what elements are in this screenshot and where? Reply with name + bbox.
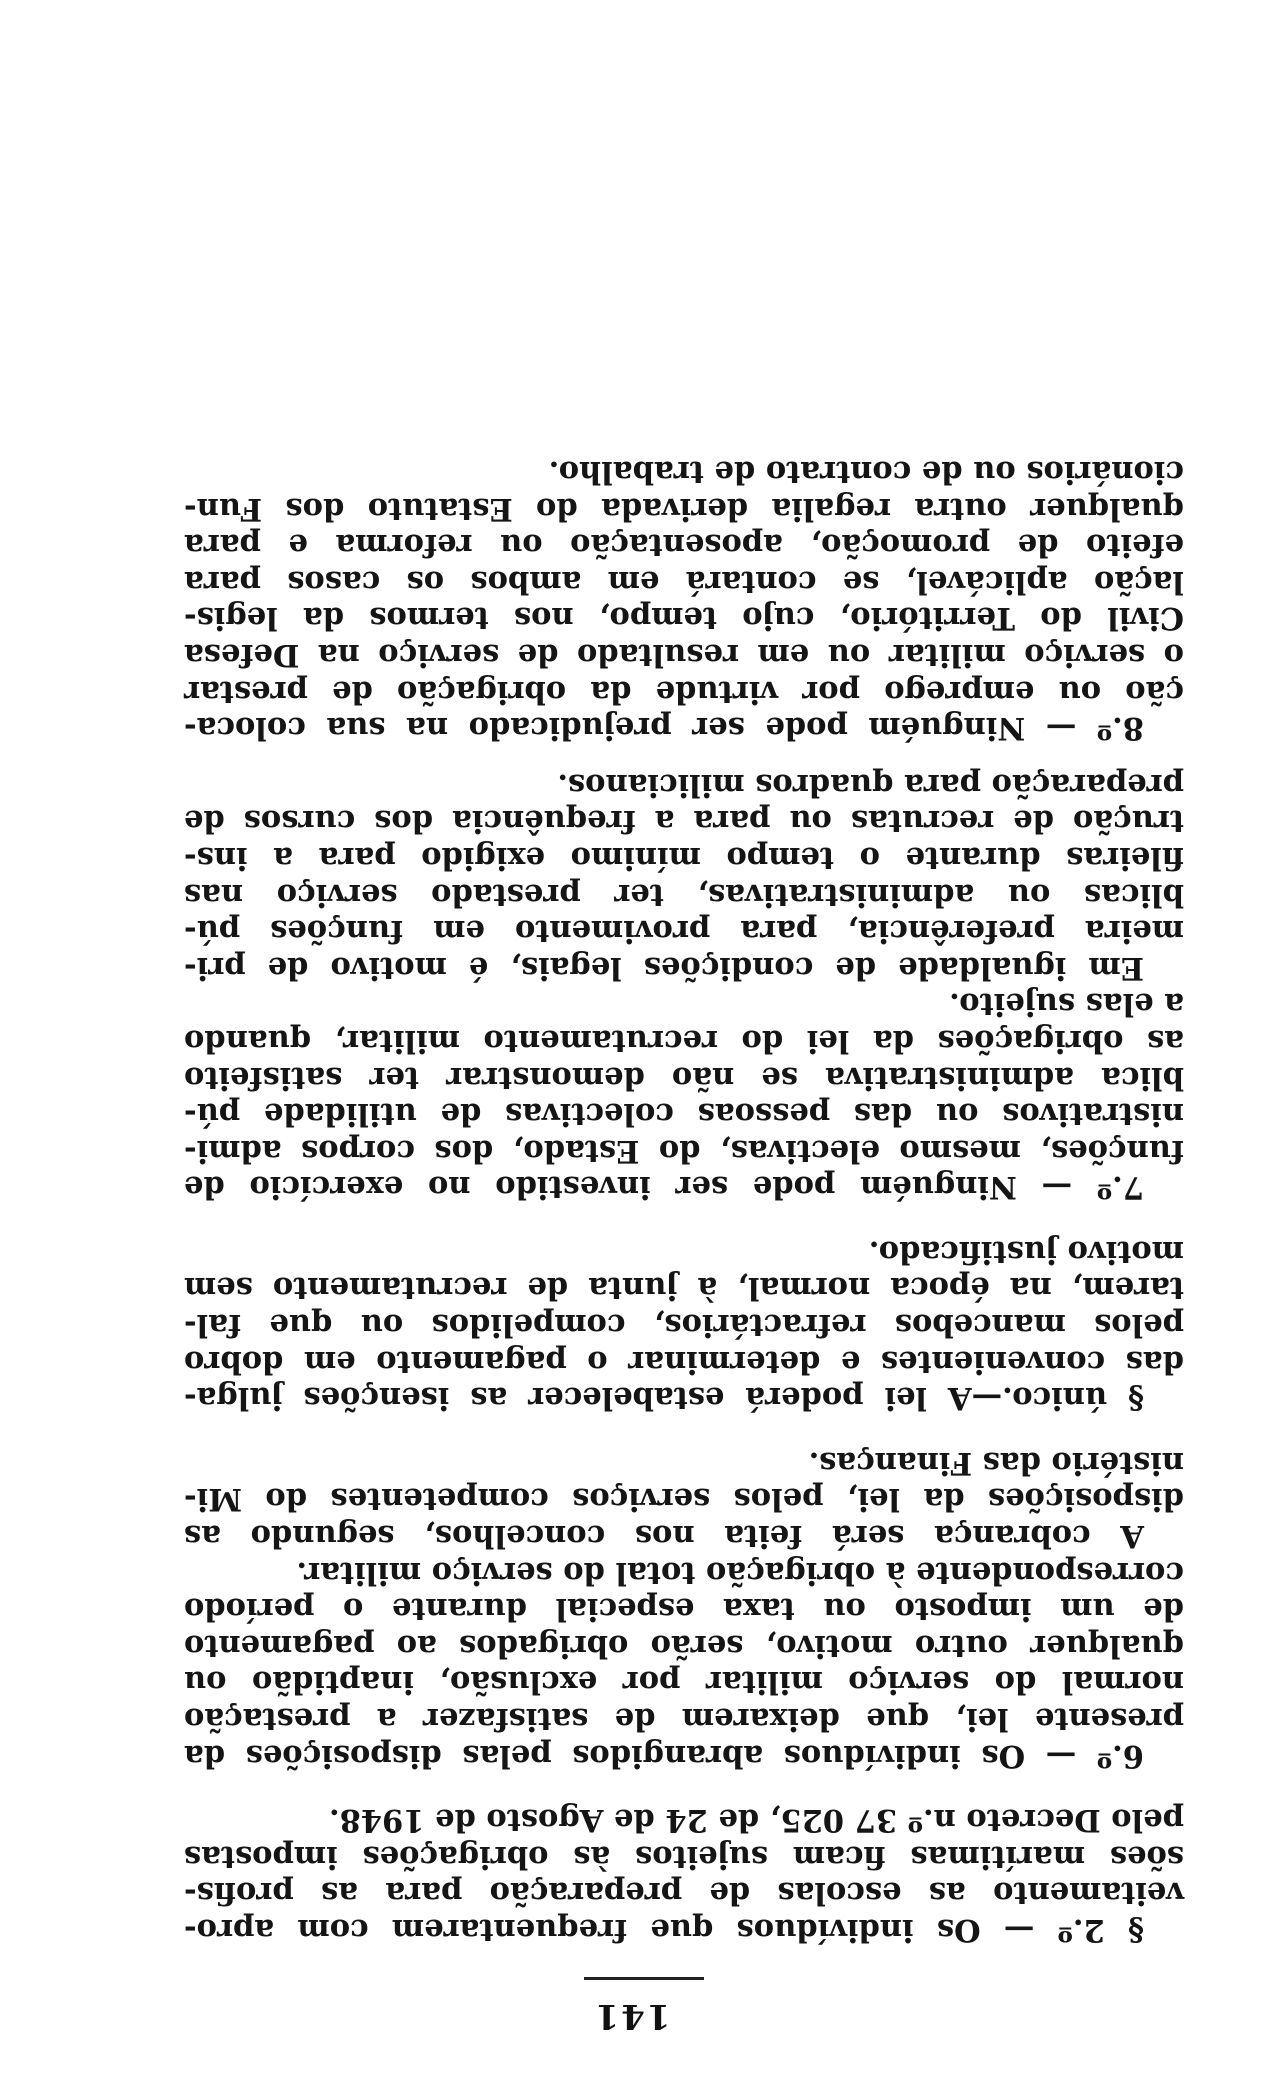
text-line: as obrigações da lei do recrutamento militar, quando xyxy=(184,1022,1184,1059)
paragraph-gap xyxy=(184,1416,1184,1444)
text-line: lação aplicável, se contará em ambos os casos para xyxy=(184,563,1184,600)
text-line: correspondente à obrigação total do serviço militar. xyxy=(296,1554,1184,1591)
text-line: funções, mesmo electivas, do Estado, dos corpos admi- xyxy=(184,1132,1184,1169)
text-line: ção ou emprego por virtude da obrigação de prestar xyxy=(184,673,1184,710)
text-line: normal do serviço militar por exclusão, inaptidão ou xyxy=(184,1664,1184,1701)
text-line: efeito de promoção, aposentação ou reforma e para xyxy=(184,527,1184,564)
paragraph-gap xyxy=(184,746,1184,766)
text-line: qualquer outro motivo, serão obrigados ao pagamento xyxy=(184,1627,1184,1664)
text-line: motivo justificado. xyxy=(868,1233,1184,1270)
text-line: § 2.º — Os indivíduos que frequentarem com apro- xyxy=(184,1912,1144,1948)
paragraph-section-2 xyxy=(184,1802,1184,1948)
text-line: Civil do Território, cujo tempo, nos termos da legis- xyxy=(184,600,1184,637)
text-line: meira preferência, para provimento em funções pú- xyxy=(184,913,1184,950)
text-line: A cobrança será feita nos concelhos, segundo as xyxy=(184,1518,1144,1555)
text-line: disposições da lei, pelos serviços competentes do Mi- xyxy=(184,1481,1184,1518)
text-line: nistério das Finanças. xyxy=(808,1444,1184,1481)
paragraph-gap xyxy=(184,1774,1184,1802)
page-number: 141 xyxy=(593,1996,671,2036)
paragraph-preferencia xyxy=(184,766,1184,986)
text-line: trução de recrutas ou para a frequência dos cursos de xyxy=(184,803,1184,840)
text-line: pelos mancebos refractários, compelidos ou que fal- xyxy=(184,1307,1184,1344)
text-line: blica administrativa se não demonstrar ter satisfeito xyxy=(184,1059,1184,1096)
text-line: sões marítimas ficam sujeitos às obrigações impostas xyxy=(184,1838,1184,1875)
text-line: Em igualdade de condições legais, é motivo de pri- xyxy=(184,949,1144,986)
header-rule xyxy=(584,1977,704,1980)
body-text xyxy=(184,453,1184,1948)
text-line: 7.º — Ninguém pode ser investido no exercício de xyxy=(184,1169,1144,1206)
text-line: 6.º — Os indivíduos abrangidos pelas disposições da xyxy=(184,1737,1144,1774)
text-line: o serviço militar ou em resultado de serviço na Defesa xyxy=(184,637,1184,673)
text-line: qualquer outra regalia derivada do Estatuto dos Fun- xyxy=(184,490,1184,527)
text-line: cionários ou de contrato de trabalho. xyxy=(548,454,1184,491)
paragraph-cobranca xyxy=(184,1444,1184,1554)
text-line: presente lei, que deixarem de satisfazer a prestação xyxy=(184,1701,1184,1738)
text-line: pelo Decreto n.º 37 025, de 24 de Agosto de 1948. xyxy=(328,1802,1184,1839)
paragraph-section-unico xyxy=(184,1233,1184,1416)
text-line: das convenientes e determinar o pagamento em dobro xyxy=(184,1343,1184,1380)
paragraph-article-8 xyxy=(184,453,1184,746)
text-line: preparação para quadros milicianos. xyxy=(557,766,1184,803)
text-line: a elas sujeito. xyxy=(949,986,1184,1023)
paragraph-gap xyxy=(184,1205,1184,1233)
paragraph-article-6 xyxy=(184,1554,1184,1774)
paragraph-article-7 xyxy=(184,986,1184,1206)
text-line: 8.º — Ninguém pode ser prejudicado na sua coloca- xyxy=(184,710,1144,747)
text-line: § único.—A lei poderá estabelecer as isenções julga- xyxy=(184,1380,1144,1417)
text-line: tarem, na época normal, à junta de recrutamento sem xyxy=(184,1270,1184,1307)
text-line: de um imposto ou taxa especial durante o período xyxy=(184,1591,1184,1628)
text-line: veitamento as escolas de preparação para as profis- xyxy=(184,1875,1184,1912)
text-line: nistrativos ou das pessoas colectivas de utilidade pú- xyxy=(184,1096,1184,1133)
text-line: blicas ou administrativas, ter prestado serviço nas xyxy=(184,876,1184,913)
text-line: fileiras durante o tempo mínimo exigido para a ins- xyxy=(184,839,1184,876)
